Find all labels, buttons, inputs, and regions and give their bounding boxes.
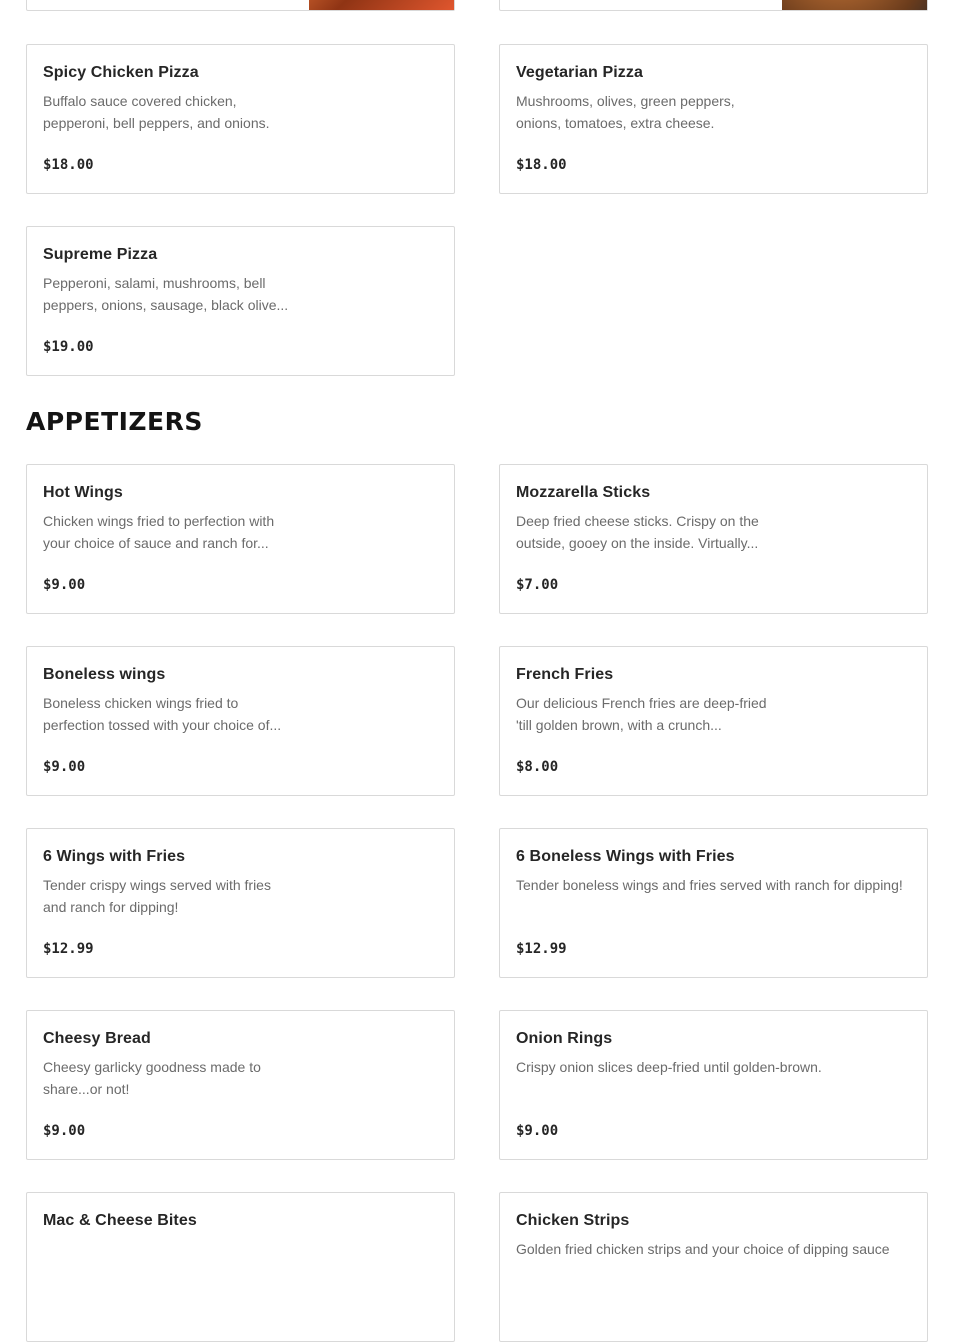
menu-item-card-supreme-pizza[interactable] [26, 226, 455, 376]
menu-item-card-cheesy-bread[interactable] [26, 1010, 455, 1160]
menu-item-description: Pepperoni, salami, mushrooms, bell peppers, onions, sausage, black olive... [43, 275, 289, 313]
menu-item-card-partial-left[interactable] [26, 0, 455, 11]
menu-item-description: Chicken wings fried to perfection with your choice of sauce and ranch for... [43, 513, 275, 551]
menu-item-name: Chicken Strips [516, 1212, 630, 1229]
menu-item-card-french-fries[interactable] [499, 646, 928, 796]
menu-item-price: $12.99 [43, 941, 94, 957]
menu-item-price: $9.00 [43, 1123, 86, 1139]
menu-item-card-6-boneless-wings-with-fries[interactable] [499, 828, 928, 978]
menu-item-card-boneless-wings[interactable] [26, 646, 455, 796]
menu-item-card-spicy-chicken-pizza[interactable] [26, 44, 455, 194]
menu-item-name: 6 Boneless Wings with Fries [516, 848, 735, 865]
menu-item-name: Supreme Pizza [43, 246, 158, 263]
menu-item-name: Boneless wings [43, 666, 166, 683]
menu-item-name: 6 Wings with Fries [43, 848, 186, 865]
menu-item-card-onion-rings[interactable] [499, 1010, 928, 1160]
menu-item-image [309, 0, 454, 10]
menu-item-price: $18.00 [43, 157, 94, 173]
menu-item-price: $18.00 [516, 157, 567, 173]
menu-item-name: Mac & Cheese Bites [43, 1212, 197, 1229]
menu-item-name: Onion Rings [516, 1030, 613, 1047]
menu-item-price: $9.00 [43, 759, 86, 775]
menu-item-description: Tender crispy wings served with fries and ranch for dipping! [43, 877, 271, 915]
menu-item-price: $19.00 [43, 339, 94, 355]
menu-item-price: $9.00 [516, 1123, 559, 1139]
menu-item-name: French Fries [516, 666, 614, 683]
menu-item-price: $8.00 [516, 759, 559, 775]
menu-item-card-vegetarian-pizza[interactable] [499, 44, 928, 194]
menu-item-name: Vegetarian Pizza [516, 64, 643, 81]
menu-item-price: $7.00 [516, 577, 559, 593]
menu-item-description: Golden fried chicken strips and your choice of dipping sauce [516, 1241, 890, 1257]
menu-item-name: Hot Wings [43, 484, 123, 501]
menu-item-description: Crispy onion slices deep-fried until golden-brown. [516, 1059, 822, 1075]
menu-item-description: Cheesy garlicky goodness made to share...or not! [43, 1059, 261, 1097]
menu-item-name: Mozzarella Sticks [516, 484, 651, 501]
section-title-appetizers: APPETIZERS [26, 407, 203, 436]
menu-item-price: $12.99 [516, 941, 567, 957]
menu-item-name: Cheesy Bread [43, 1030, 151, 1047]
menu-item-image [782, 0, 927, 10]
menu-item-card-chicken-strips[interactable] [499, 1192, 928, 1342]
menu-item-card-mozzarella-sticks[interactable] [499, 464, 928, 614]
menu-item-card-hot-wings[interactable] [26, 464, 455, 614]
menu-item-price: $9.00 [43, 577, 86, 593]
menu-item-card-6-wings-with-fries[interactable] [26, 828, 455, 978]
menu-item-description: Boneless chicken wings fried to perfection tossed with your choice of... [43, 695, 282, 733]
menu-item-name: Spicy Chicken Pizza [43, 64, 199, 81]
menu-item-card-partial-right[interactable] [499, 0, 928, 11]
menu-item-card-mac-cheese-bites[interactable] [26, 1192, 455, 1342]
menu-item-description: Deep fried cheese sticks. Crispy on the outside, gooey on the inside. Virtually... [516, 513, 759, 551]
menu-item-description: Buffalo sauce covered chicken, pepperoni, bell peppers, and onions. [43, 93, 270, 131]
menu-item-description: Our delicious French fries are deep-fried 'till golden brown, with a crunch... [516, 695, 767, 733]
menu-item-description: Tender boneless wings and fries served with ranch for dipping! [516, 877, 903, 893]
menu-item-description: Mushrooms, olives, green peppers, onions, tomatoes, extra cheese. [516, 93, 735, 131]
